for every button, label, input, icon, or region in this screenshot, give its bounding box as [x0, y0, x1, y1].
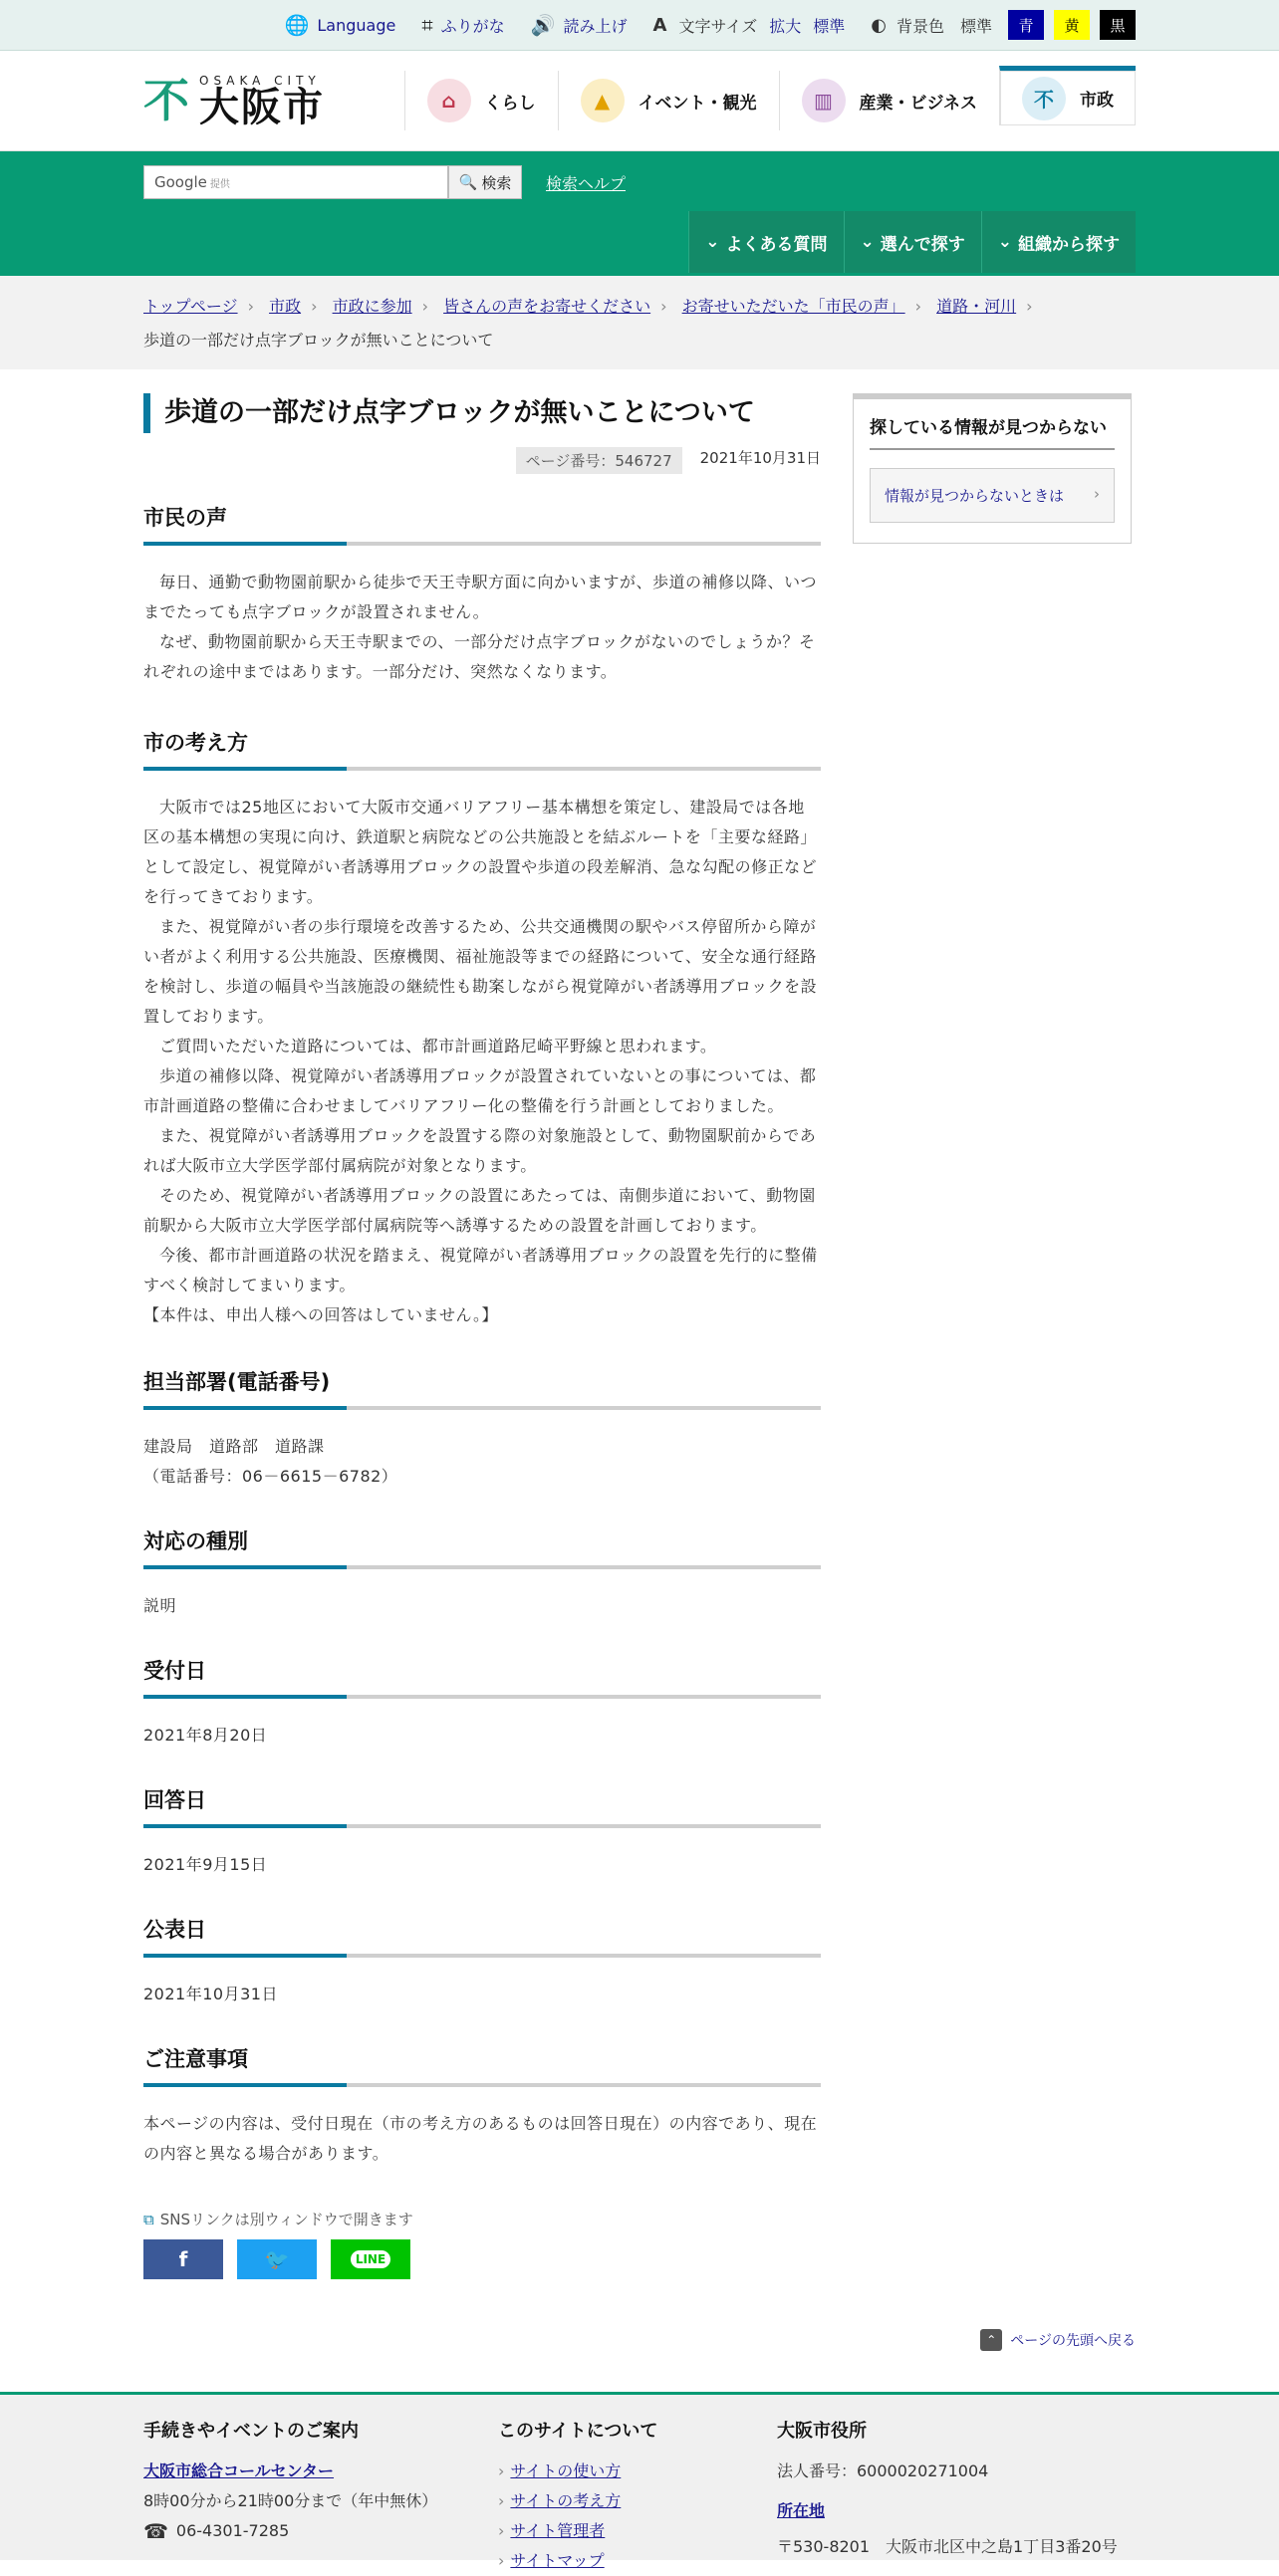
section-received-date: 受付日 2021年8月20日 [143, 1655, 821, 1751]
building-icon: ▥ [802, 79, 846, 122]
site-search [143, 151, 1136, 199]
footer-link-sitemap[interactable]: サイトマップ [510, 2551, 605, 2570]
readaloud-link[interactable]: 🔊 読み上げ [530, 13, 628, 37]
background-color-control: ◐ 背景色 標準 青 黄 黒 [871, 10, 1136, 40]
footer-link-usage[interactable]: サイトの使い方 [510, 2461, 622, 2480]
line-icon: LINE [351, 2250, 390, 2268]
section-notice: ご注意事項 本ページの内容は、受付日現在（市の考え方のあるものは回答日現在）の内容であり、現在の内容と異なる場合があります。 [143, 2043, 821, 2169]
subnav-organization[interactable]: ⌄ 組織から探す [981, 211, 1136, 273]
font-size-large-button[interactable]: 拡大 [769, 16, 802, 36]
chevron-right-icon: › [1094, 485, 1100, 503]
section-city-view: 市の考え方 大阪市では25地区において大阪市交通バリアフリー基本構想を策定し、建設局では各地区の基本構想の実現に向け、鉄道駅と病院などの公共施設とを結ぶルートを「主要な経路」として設定し、視覚障がい者誘導用ブロックの設置や歩道の段差解消、急な勾配の修正などを行ってきております。 また、視覚障がい者の歩行環境を改善するため、公共交通機関の駅やバス停留所から障がい者がよく利用する公共施設、医療機関、福祉施設等までの経路について、安全な通行経路を検討し、歩道の幅員や当該施設の継続性も勘案しながら視覚障がい者誘導用ブロックを設置しております。 ご質問いただいた道路については、都市計画道路尼崎平野線と思われます。 歩道の補修以降、視覚障がい者誘導用ブロックが設置されていないとの事については、都市計画道路の整備に合わせましてバリアフリー化の整備を行う計画としておりました。 また、視覚障がい者誘導用ブロックを設置する際の対象施設として、動物園駅前からであれば大阪市立大学医学部付属病院が対象となります。 そのため、視覚障がい者誘導用ブロックの設置にあたっては、南側歩道において、動物園前駅から大阪市立大学医学部付属病院等へ誘導するための設置を計画しております。 今後、都市計画道路の状況を踏まえ、視覚障がい者誘導用ブロックの設置を先行的に整備すべく検討してまいります。 【本件は、申出人様への回答はしていません。】 [143, 727, 821, 1330]
city-mark-icon: 不 [1022, 77, 1066, 120]
pagoda-icon: ▲ [581, 79, 625, 122]
page-title: 歩道の一部だけ点字ブロックが無いことについて [143, 393, 821, 433]
call-center-link[interactable]: 大阪市総合コールセンター [143, 2461, 335, 2480]
font-size-control: A 文字サイズ 拡大 標準 [652, 14, 846, 36]
subnav-faq[interactable]: ⌄ よくある質問 [688, 211, 843, 273]
house-icon: ⌂ [427, 79, 471, 122]
not-found-link[interactable]: 情報が見つからないときは › [870, 468, 1115, 523]
twitter-icon: 🐦 [264, 2247, 290, 2271]
nav-event[interactable]: ▲ イベント・観光 [558, 71, 779, 130]
site-header [0, 51, 1279, 151]
sidebar [853, 393, 1132, 2279]
line-share-button[interactable] [331, 2239, 410, 2279]
section-answered-date: 回答日 2021年9月15日 [143, 1784, 821, 1880]
section-published-date: 公表日 2021年10月31日 [143, 1914, 821, 2009]
not-found-box: 探している情報が見つからない 情報が見つからないときは › [853, 393, 1132, 544]
chevron-down-icon: ⌄ [860, 232, 875, 252]
font-size-icon: A [652, 14, 667, 36]
section-citizen-voice: 市民の声 毎日、通勤で動物園前駅から徒歩で天王寺駅方面に向かいますが、歩道の補修以降、いつまでたっても点字ブロックが設置されません。 なぜ、動物園前駅から天王寺駅までの、一部分だけ点字ブロックがないのでしょうか？それぞれの途中まではあります。一部分だけ、突然なくなります。 [143, 502, 821, 687]
breadcrumb-road-river[interactable]: 道路・河川 [936, 297, 1017, 316]
footer-cityhall: 大阪市役所 法人番号：6000020271004 所在地 〒530-8201 大阪市北区中之島1丁目3番20号 [777, 2421, 1118, 2556]
breadcrumb-voices[interactable]: 皆さんの声をお寄せください [443, 297, 651, 316]
utility-bar [0, 0, 1279, 51]
footer-about: このサイトについて › サイトの使い方 › サイトの考え方 › サイト管理者 › サイトマップ [498, 2417, 777, 2576]
phone-icon: ☎ [143, 2519, 168, 2543]
osaka-city-mark-icon: 不 [143, 74, 189, 127]
bg-standard-button[interactable]: 標準 [959, 16, 992, 36]
section-department: 担当部署(電話番号) 建設局 道路部 道路課 （電話番号：06－6615－6782） [143, 1366, 821, 1492]
subnav-choose[interactable]: ⌄ 選んで探す [844, 211, 981, 273]
footer-link-admin[interactable]: サイト管理者 [510, 2521, 606, 2540]
page-date: 2021年10月31日 [699, 449, 821, 467]
bg-black-button[interactable]: 黒 [1100, 10, 1136, 40]
facebook-share-button[interactable] [143, 2239, 223, 2279]
footer-link-policy[interactable]: サイトの考え方 [510, 2491, 622, 2510]
sns-buttons [143, 2239, 821, 2279]
breadcrumb-participate[interactable]: 市政に参加 [332, 297, 412, 316]
bg-yellow-button[interactable]: 黄 [1054, 10, 1090, 40]
breadcrumb-shisei[interactable]: 市政 [269, 297, 302, 316]
search-help-link[interactable]: 検索ヘルプ [546, 173, 627, 193]
site-logo[interactable]: 不 OSAKA CITY 大阪市 [143, 74, 325, 130]
breadcrumb: トップページ › 市政 › 市政に参加 › 皆さんの声をお寄せください › お寄せいただいた「市民の声」 › 道路・河川 › 歩道の一部だけ点字ブロックが無いことについて [0, 276, 1279, 369]
search-bar-area [0, 151, 1279, 276]
palette-icon: ◐ [871, 14, 887, 36]
sub-nav [688, 211, 1136, 273]
location-link[interactable]: 所在地 [777, 2501, 826, 2520]
breadcrumb-top[interactable]: トップページ [143, 297, 238, 316]
back-to-top-link[interactable]: ⌃ ページの先頭へ戻る [143, 2329, 1136, 2351]
speaker-icon: 🔊 [530, 13, 556, 37]
breadcrumb-current: 歩道の一部だけ点字ブロックが無いことについて [143, 331, 494, 350]
page-id: ページ番号：546727 [516, 447, 682, 474]
furigana-icon: ⌗ [421, 13, 433, 37]
main-content [143, 393, 821, 2279]
breadcrumb-citizen-voice[interactable]: お寄せいただいた「市民の声」 [681, 297, 905, 316]
furigana-link[interactable]: ⌗ ふりがな [421, 13, 505, 37]
chevron-down-icon: ⌄ [997, 232, 1012, 252]
chevron-down-icon: ⌄ [705, 232, 720, 252]
footer-contact: 手続きやイベントのご案内 大阪市総合コールセンター 8時00分から21時00分まで（年中無休） ☎ 06-4301-7285 [143, 2417, 498, 2576]
translate-icon: 🌐 [284, 13, 310, 37]
font-size-standard-button[interactable]: 標準 [813, 16, 846, 36]
facebook-icon: f [178, 2247, 188, 2271]
bg-blue-button[interactable]: 青 [1008, 10, 1044, 40]
global-nav [404, 51, 1137, 150]
search-icon: 🔍 [458, 173, 478, 191]
nav-shisei[interactable]: 不 市政 [999, 66, 1136, 125]
search-button[interactable]: 🔍 検索 [448, 165, 522, 199]
site-footer [0, 2392, 1279, 2570]
new-window-icon: ⧉ [143, 2210, 154, 2228]
sns-note: ⧉ SNSリンクは別ウィンドウで開きます [143, 2210, 413, 2228]
section-response-type: 対応の種別 説明 [143, 1525, 821, 1621]
nav-kurashi[interactable]: ⌂ くらし [404, 71, 558, 130]
nav-business[interactable]: ▥ 産業・ビジネス [779, 71, 1000, 130]
chevron-up-icon: ⌃ [980, 2329, 1002, 2351]
language-link[interactable]: 🌐 Language [284, 13, 396, 37]
twitter-share-button[interactable] [237, 2239, 317, 2279]
search-input[interactable]: Google 提供 [143, 165, 448, 199]
